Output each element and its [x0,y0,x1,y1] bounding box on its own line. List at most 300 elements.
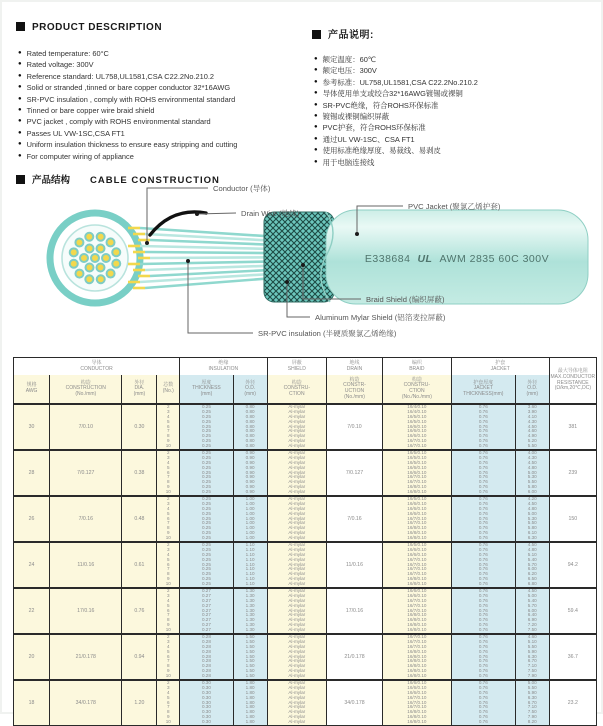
conductor-construction [50,680,122,726]
cell-line: 16/7/0.10 [407,556,427,562]
cell-line: 0.28 [201,643,211,649]
drain-construction [327,496,383,542]
cell-line: 5.50 [527,442,537,448]
cell-line: 16/7/0.10 [407,634,427,640]
cell-line: 0.76 [478,501,488,507]
cell-line: 16/8/0.10 [407,534,427,540]
bullet-text: 参考标准：UL758,UL1581,CSA C22.2No.210.2 [322,77,478,87]
cell-line: Al-mylar [288,571,306,577]
cell-line: 5.20 [527,438,537,444]
cell-line: RESISTANCE [557,379,589,386]
section-marker-icon [312,30,321,39]
cell-line: 1.00 [245,530,255,536]
cell-line: 0.27 [201,593,211,599]
label-aluminum-mylar: Aluminum Mylar Shield (铝箔麦拉屏蔽) [315,313,446,322]
cell-line: 5.50 [527,643,537,649]
cell-line: 外径 [245,379,256,386]
product-description-zh-title [312,26,374,41]
cell-line: 0.25 [201,520,211,526]
cell-line: (mm) [200,390,213,397]
cell-line: 16/8/0.10 [407,626,427,632]
label-braid-shield: Braid Shield (编织屏蔽) [366,295,445,304]
core-count [157,450,180,496]
cell-line: (No./No./mm) [401,393,432,400]
bullet-text: Passes UL VW-1SC,CSA FT1 [26,128,125,138]
cell-line: 0.76 [478,612,488,618]
cell-line: Al-mylar [288,658,306,664]
cell-line: 5 [166,464,170,470]
jacket-od [515,588,549,634]
bullet-icon: ● [314,113,318,120]
subheader-cell [267,375,326,404]
cell-value: 94.2 [567,562,578,568]
cell-line: 0.76 [478,622,488,628]
cell-line: 0.76 [478,515,488,521]
cell-line: 4 [166,505,170,511]
cell-value: 26 [28,516,35,522]
bullet-icon: ● [314,101,318,108]
cell-line: 6.90 [527,617,537,623]
cell-line: THICKNESS(mm) [463,390,504,397]
cell-line: 0.76 [478,672,488,678]
shield-construction [267,404,326,450]
cell-line: 16/6/0.10 [407,501,427,507]
cell-line: 16/6/0.10 [407,423,427,429]
subheader-cell [157,375,180,404]
cell-line: 0.76 [478,474,488,480]
cell-line: 0.90 [245,479,255,485]
conductor-dot [80,254,88,262]
bullet-item [18,139,304,150]
cell-line: UCTION [344,388,365,394]
cell-line: 0.76 [478,547,488,553]
cell-line: 16/5/0.10 [407,496,427,502]
cell-line: Al-mylar [288,626,306,632]
cell-value: 1.20 [134,700,145,706]
cell-line: 5.50 [527,479,537,485]
cell-line: Al-mylar [288,438,306,444]
cell-line: 0.25 [201,474,211,480]
cell-line: 0.76 [478,668,488,674]
cell-line: 0.25 [201,484,211,490]
cell-line: 16/8/0.10 [407,714,427,720]
bullet-icon: ● [314,67,318,74]
cell-line: 1.50 [245,643,255,649]
bullet-icon: ● [314,124,318,131]
cell-line: 0.76 [478,626,488,632]
cell-line: 5.40 [527,597,537,603]
cell-line: 9 [166,714,170,720]
subheader-cell [233,375,267,404]
cell-line: 1.30 [245,588,255,594]
conductor-dot [102,254,110,262]
conductor-dot [75,270,83,278]
bullet-text: Reference standard: UL758,UL1581,CSA C22.2No.210.2 [26,71,214,81]
cell-line: 1.10 [245,566,255,572]
cell-line: Al-mylar [288,612,306,618]
cell-line: (No./mm) [344,393,365,400]
cell-line: 护套厚度 [473,379,494,386]
shield-construction [267,634,326,680]
cell-line: 5 [166,694,170,700]
cell-line: 16/8/0.10 [407,525,427,531]
cell-line: (No.) [162,388,174,394]
conductor-dot [112,248,120,256]
cell-line: 1.80 [245,699,255,705]
cell-value: 7/0.10 [78,424,93,430]
cell-line: 1.00 [245,510,255,516]
cell-line: Al-mylar [288,709,306,715]
braid-construction [382,450,451,496]
cell-line: Al-mylar [288,530,306,536]
cell-line: 1.10 [245,561,255,567]
cell-line: 1.30 [245,622,255,628]
cell-line: Al-mylar [288,566,306,572]
conductor-dot [97,275,105,283]
cell-line: 16/6/0.10 [407,510,427,516]
bullet-icon: ● [314,135,318,142]
cell-line: 0.25 [201,571,211,577]
cell-value: 23.2 [567,700,578,706]
table-row-awg-22 [14,588,597,634]
shield-construction [267,588,326,634]
jacket-thickness [451,404,515,450]
cell-line: 3 [166,593,170,599]
cell-line: 16/6/0.10 [407,547,427,553]
cell-line: Al-mylar [288,718,306,724]
cell-line: 6 [166,561,170,567]
cell-line: 16/7/0.10 [407,442,427,448]
cell-line: 0.90 [245,474,255,480]
cell-line: 0.90 [245,488,255,494]
core-count [157,496,180,542]
cell-line: 0.76 [478,680,488,686]
cell-line: 2 [166,680,170,686]
bullet-item [314,145,600,156]
drain-construction [327,634,383,680]
cell-line: 0.28 [201,672,211,678]
cell-line: Al-mylar [288,602,306,608]
cell-line: 1.80 [245,718,255,724]
cell-line: 2 [166,404,170,410]
cell-line: 0.25 [201,496,211,502]
core-count [157,680,180,726]
cell-line: 0.76 [478,653,488,659]
subheader-cell [180,375,234,404]
cell-line: 4.30 [527,418,537,424]
cell-line: 0.25 [201,534,211,540]
bullet-item [314,65,600,76]
cell-line: 1.80 [245,680,255,686]
cell-line: 7 [166,566,170,572]
cell-line: Al-mylar [288,672,306,678]
core-count [157,404,180,450]
cell-line: 0.90 [245,464,255,470]
cell-line: 0.80 [245,418,255,424]
conductor-dia [122,634,157,680]
bullet-text: PVC护套，符合ROHS环保标准 [322,123,426,133]
shield-construction [267,680,326,726]
cell-line: 16/7/0.10 [407,571,427,577]
cell-line: (mm) [526,390,539,397]
cell-line: 0.27 [201,607,211,613]
cell-line: 16/8/0.10 [407,530,427,536]
cell-line: CONSTRU- [403,382,431,389]
bullet-icon: ● [18,50,22,56]
cell-line: 16/8/0.10 [407,484,427,490]
bullet-icon: ● [18,118,22,125]
conductor-construction [50,450,122,496]
cell-line: 0.76 [478,496,488,502]
bullet-text: 额定电压：300V [322,66,377,76]
cell-line: 0.27 [201,626,211,632]
group-header-drain [327,358,383,376]
cell-line: Al-mylar [288,409,306,415]
cell-line: 16/8/0.10 [407,612,427,618]
cell-line: CTION [289,390,305,397]
cell-value: 11/0.16 [346,562,363,568]
label-conductor: Conductor (导体) [213,184,271,193]
cell-line: 16/8/0.10 [407,488,427,494]
cell-line: 9 [166,576,170,582]
cell-line: 0.76 [478,580,488,586]
conductor-dot [107,238,115,246]
cable-diagram [0,183,603,355]
conductor-construction [50,634,122,680]
cell-line: 8 [166,525,170,531]
insulation-thickness [180,634,234,680]
cell-line: 16/6/0.10 [407,593,427,599]
cell-line: Al-mylar [288,556,306,562]
cell-line: 1.80 [245,709,255,715]
max-resistance [549,404,596,450]
cell-line: 16/5/0.10 [407,418,427,424]
cell-line: 0.76 [478,607,488,613]
cell-line: 0.25 [201,442,211,448]
cell-line: 0.76 [478,464,488,470]
insulation-od [233,634,267,680]
bullet-item [314,134,600,145]
bullet-item [314,157,600,168]
cell-line: Al-mylar [288,515,306,521]
cell-line: Al-mylar [288,455,306,461]
cell-line: DIA. [134,385,145,392]
cell-line: 2 [166,634,170,640]
cell-line: 5.30 [527,515,537,521]
cell-line: 7 [166,520,170,526]
core-count [157,588,180,634]
cell-line: 6.30 [527,534,537,540]
cell-line: 构造 [291,379,302,386]
cell-line: 4.80 [527,505,537,511]
cell-line: 0.27 [201,622,211,628]
cell-line: 0.28 [201,639,211,645]
cell-line: 9 [166,530,170,536]
cell-line: 16/5/0.10 [407,542,427,548]
cell-line: 5.10 [527,639,537,645]
subheader-cell [515,375,549,404]
cell-line: 1.00 [245,525,255,531]
conductor-dot [70,248,78,256]
insulation-thickness [180,404,234,450]
cell-line: 5 [166,602,170,608]
cell-line: 0.76 [478,404,488,410]
cell-line: Al-mylar [288,551,306,557]
bullet-item [18,128,304,139]
cell-value: 17/0.16 [77,608,95,614]
insulation-od [233,588,267,634]
cell-line: 0.76 [478,488,488,494]
cell-line: Al-mylar [288,593,306,599]
bullet-icon: ● [314,147,318,154]
cell-value: 7/0.16 [78,516,93,522]
cell-line: 6.30 [527,653,537,659]
cell-value: 18 [28,700,35,706]
cell-line: 0.76 [478,469,488,475]
cell-line: 4 [166,689,170,695]
cell-line: 4.50 [527,588,537,594]
cell-line: 1.00 [245,505,255,511]
cell-line: 16/7/0.10 [407,474,427,480]
conductor-construction [50,496,122,542]
cell-line: 0.30 [201,704,211,710]
bullet-text: Tinned or bare copper wire braid shield [26,106,155,116]
cell-line: 0.25 [201,505,211,511]
cell-line: 3 [166,685,170,691]
cell-line: 4.60 [527,428,537,434]
section-marker-icon [16,22,25,31]
insulation-od [233,450,267,496]
cell-line: 1.30 [245,597,255,603]
max-resistance [549,680,596,726]
cell-line: 0.76 [478,699,488,705]
cell-line: 6.10 [527,530,537,536]
awg [14,496,50,542]
cell-line: 1.00 [245,496,255,502]
cell-line: Al-mylar [288,663,306,669]
cell-line: 1.30 [245,626,255,632]
construction-title-zh: 产品结构 [32,175,71,186]
cell-line: 8 [166,571,170,577]
cell-line: 1.10 [245,576,255,582]
jacket-print-e-number: E338684 [364,253,411,265]
cell-line: CONDUCTOR [80,365,113,372]
awg [14,404,50,450]
insulation-thickness [180,588,234,634]
cell-line: JACKET [473,385,493,392]
braid-construction [382,496,451,542]
cell-line: 4.20 [527,496,537,502]
jacket-thickness [451,542,515,588]
cell-line: 0.76 [478,525,488,531]
cell-line: 0.80 [245,413,255,419]
braid-construction [382,588,451,634]
cell-line: 1.10 [245,542,255,548]
drain-construction [327,450,383,496]
cell-line: 0.25 [201,530,211,536]
cell-line: 16/7/0.10 [407,438,427,444]
cell-line: 0.30 [201,699,211,705]
cell-line: 6.00 [527,566,537,572]
bullet-item [314,111,600,122]
cell-line: Al-mylar [288,501,306,507]
braid-construction [382,542,451,588]
cell-value: 239 [568,470,578,476]
cell-line: BRAID [409,365,425,372]
cell-line: 1.30 [245,607,255,613]
cell-value: 0.30 [134,424,145,430]
label-drain-wire: Drain Wire (地线) [241,209,300,218]
cell-line: 0.30 [201,680,211,686]
bullet-item [18,94,304,105]
cell-line: JACKET [490,365,510,372]
cell-line: 0.25 [201,542,211,548]
cell-line: Al-mylar [288,484,306,490]
cell-value: 22 [28,608,35,614]
cell-line: 0.27 [201,588,211,594]
cell-value: 0.48 [134,516,145,522]
cell-line: 1.10 [245,551,255,557]
group-header-resistance [549,358,596,405]
cell-line: 7.50 [527,626,537,632]
bullet-icon: ● [18,61,22,68]
cell-line: O.D. [527,385,538,392]
cell-line: 0.80 [245,409,255,415]
cell-line: 地线 [349,359,360,366]
cell-line: 0.76 [478,694,488,700]
conductor-dot [86,264,94,272]
cell-line: 0.76 [478,450,488,456]
subheader-cell [327,375,383,404]
cell-line: 16/7/0.10 [407,704,427,710]
cell-line: 0.28 [201,663,211,669]
cell-line: 0.27 [201,602,211,608]
bullet-item [314,54,600,65]
cell-line: Al-mylar [288,648,306,654]
cell-line: 0.80 [245,438,255,444]
core-count [157,634,180,680]
drain-construction [327,542,383,588]
cross-section [46,209,144,307]
cell-value: 150 [568,516,578,522]
cell-line: 3 [166,547,170,553]
product-description-title-text: PRODUCT DESCRIPTION [32,22,163,33]
jacket-print-text [365,253,549,265]
cell-line: (mm) [244,390,256,397]
cell-line: 1.50 [245,639,255,645]
cell-line: 0.30 [201,689,211,695]
cell-line: 0.28 [201,668,211,674]
cell-line: 16/7/0.10 [407,566,427,572]
cell-value: 59.4 [567,608,578,614]
jacket-thickness [451,588,515,634]
jacket-od [515,450,549,496]
bullet-text: SR-PVC insulation , comply with ROHS environmental standard [26,94,236,104]
table-row-awg-18 [14,680,597,726]
cell-line: 0.25 [201,409,211,415]
product-description-zh-title-text: 产品说明: [328,30,374,41]
cell-line: 16/8/0.10 [407,668,427,674]
label-pvc-jacket: PVC Jacket (聚氯乙烯护套) [408,202,501,211]
cell-line: 1.30 [245,593,255,599]
cell-line: 1.50 [245,668,255,674]
cell-line: 3 [166,455,170,461]
cell-line: Al-mylar [288,685,306,691]
cell-value: 7/0.10 [347,424,362,430]
subheader-cell [382,375,451,404]
cell-line: 16/6/0.10 [407,689,427,695]
jacket-od [515,496,549,542]
